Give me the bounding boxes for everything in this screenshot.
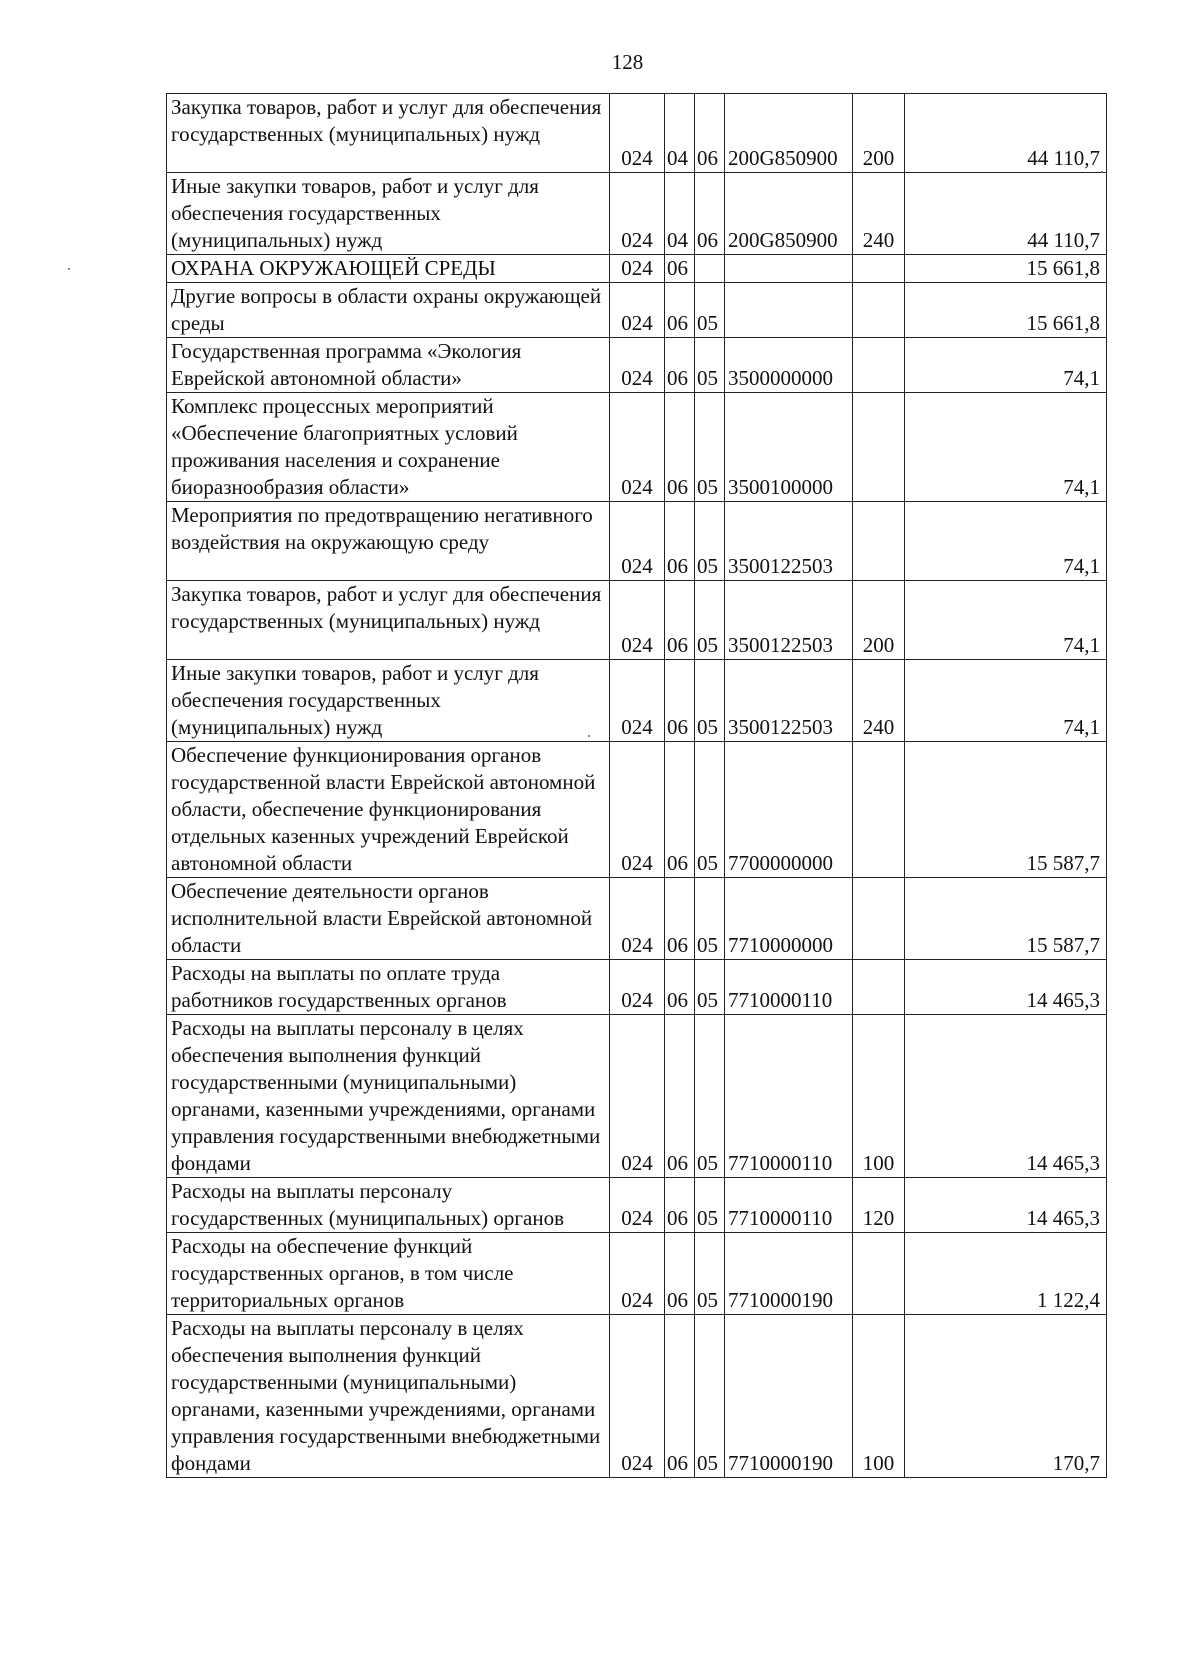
cell-target-article: 7710000110 <box>725 960 853 1015</box>
table-row <box>167 502 1107 581</box>
cell-amount: 15 661,8 <box>905 255 1107 283</box>
cell-amount: 1 122,4 <box>905 1233 1107 1315</box>
cell-subsection: 05 <box>695 581 725 660</box>
cell-section: 06 <box>665 1178 695 1233</box>
cell-subsection: 05 <box>695 660 725 742</box>
cell-expense-type: 100 <box>853 1015 905 1178</box>
scan-speck <box>1101 171 1103 173</box>
cell-name: Расходы на выплаты персоналу в целях обеспечения выполнения функций государственными (муниципальными) органами, казенными учреждениями, органами управления государственными внебюджетными фондами <box>167 1015 610 1178</box>
cell-section: 04 <box>665 173 695 255</box>
cell-grbs: 024 <box>610 1233 665 1315</box>
cell-section: 06 <box>665 1015 695 1178</box>
table-body <box>167 94 1107 1478</box>
cell-section: 06 <box>665 960 695 1015</box>
cell-target-article: 7710000110 <box>725 1015 853 1178</box>
cell-target-article: 7710000190 <box>725 1233 853 1315</box>
cell-subsection: 05 <box>695 1233 725 1315</box>
cell-expense-type <box>853 1233 905 1315</box>
cell-subsection: 05 <box>695 338 725 393</box>
cell-target-article: 3500122503 <box>725 660 853 742</box>
table-row <box>167 960 1107 1015</box>
cell-name: ОХРАНА ОКРУЖАЮЩЕЙ СРЕДЫ <box>167 255 610 283</box>
cell-subsection: 06 <box>695 94 725 173</box>
cell-target-article: 3500000000 <box>725 338 853 393</box>
cell-subsection: 05 <box>695 502 725 581</box>
table-row <box>167 94 1107 173</box>
cell-subsection <box>695 255 725 283</box>
cell-amount: 44 110,7 <box>905 173 1107 255</box>
table-row <box>167 878 1107 960</box>
cell-grbs: 024 <box>610 283 665 338</box>
cell-target-article: 200G850900 <box>725 94 853 173</box>
cell-name: Расходы на выплаты персоналу в целях обеспечения выполнения функций государственными (муниципальными) органами, казенными учреждениями, органами управления государственными внебюджетными фондами <box>167 1315 610 1478</box>
cell-name: Расходы на выплаты по оплате труда работников государственных органов <box>167 960 610 1015</box>
cell-grbs: 024 <box>610 255 665 283</box>
cell-grbs: 024 <box>610 1315 665 1478</box>
cell-amount: 74,1 <box>905 502 1107 581</box>
cell-target-article: 3500122503 <box>725 502 853 581</box>
cell-expense-type <box>853 878 905 960</box>
cell-name: Иные закупки товаров, работ и услуг для обеспечения государственных (муниципальных) нужд <box>167 660 610 742</box>
cell-target-article: 3500122503 <box>725 581 853 660</box>
cell-section: 06 <box>665 1233 695 1315</box>
table-row <box>167 1178 1107 1233</box>
table-row <box>167 393 1107 502</box>
cell-subsection: 05 <box>695 393 725 502</box>
table-row <box>167 173 1107 255</box>
cell-expense-type <box>853 283 905 338</box>
cell-target-article: 7700000000 <box>725 742 853 878</box>
cell-subsection: 05 <box>695 283 725 338</box>
cell-expense-type <box>853 338 905 393</box>
table-row <box>167 742 1107 878</box>
cell-subsection: 05 <box>695 1015 725 1178</box>
cell-expense-type <box>853 393 905 502</box>
cell-section: 06 <box>665 1315 695 1478</box>
cell-grbs: 024 <box>610 742 665 878</box>
cell-subsection: 05 <box>695 742 725 878</box>
cell-amount: 74,1 <box>905 660 1107 742</box>
cell-grbs: 024 <box>610 173 665 255</box>
cell-section: 06 <box>665 255 695 283</box>
table-row <box>167 255 1107 283</box>
cell-amount: 74,1 <box>905 393 1107 502</box>
cell-subsection: 05 <box>695 1178 725 1233</box>
cell-name: Расходы на выплаты персоналу государственных (муниципальных) органов <box>167 1178 610 1233</box>
cell-subsection: 05 <box>695 960 725 1015</box>
table-row <box>167 338 1107 393</box>
cell-target-article <box>725 283 853 338</box>
cell-target-article: 200G850900 <box>725 173 853 255</box>
cell-subsection: 05 <box>695 1315 725 1478</box>
cell-amount: 14 465,3 <box>905 960 1107 1015</box>
cell-expense-type <box>853 742 905 878</box>
cell-expense-type <box>853 960 905 1015</box>
cell-expense-type: 200 <box>853 94 905 173</box>
cell-expense-type <box>853 502 905 581</box>
cell-name: Обеспечение деятельности органов исполнительной власти Еврейской автономной области <box>167 878 610 960</box>
cell-subsection: 06 <box>695 173 725 255</box>
cell-grbs: 024 <box>610 878 665 960</box>
table-row <box>167 1233 1107 1315</box>
cell-section: 06 <box>665 878 695 960</box>
cell-section: 06 <box>665 393 695 502</box>
cell-target-article <box>725 255 853 283</box>
cell-grbs: 024 <box>610 960 665 1015</box>
cell-expense-type: 200 <box>853 581 905 660</box>
table-row <box>167 1315 1107 1478</box>
cell-grbs: 024 <box>610 338 665 393</box>
cell-amount: 14 465,3 <box>905 1015 1107 1178</box>
cell-section: 06 <box>665 660 695 742</box>
cell-section: 04 <box>665 94 695 173</box>
cell-name: Закупка товаров, работ и услуг для обеспечения государственных (муниципальных) нужд <box>167 581 610 660</box>
cell-grbs: 024 <box>610 1178 665 1233</box>
cell-grbs: 024 <box>610 1015 665 1178</box>
cell-name: Государственная программа «Экология Еврейской автономной области» <box>167 338 610 393</box>
cell-target-article: 3500100000 <box>725 393 853 502</box>
cell-section: 06 <box>665 742 695 878</box>
cell-target-article: 7710000000 <box>725 878 853 960</box>
cell-expense-type: 240 <box>853 660 905 742</box>
cell-name: Комплекс процессных мероприятий «Обеспечение благоприятных условий проживания населения и сохранение биоразнообразия области» <box>167 393 610 502</box>
cell-name: Расходы на обеспечение функций государственных органов, в том числе территориальных органов <box>167 1233 610 1315</box>
cell-amount: 170,7 <box>905 1315 1107 1478</box>
cell-grbs: 024 <box>610 393 665 502</box>
cell-amount: 15 587,7 <box>905 878 1107 960</box>
cell-subsection: 05 <box>695 878 725 960</box>
cell-section: 06 <box>665 502 695 581</box>
cell-grbs: 024 <box>610 581 665 660</box>
cell-target-article: 7710000110 <box>725 1178 853 1233</box>
scan-speck <box>68 268 70 270</box>
cell-grbs: 024 <box>610 502 665 581</box>
cell-amount: 44 110,7 <box>905 94 1107 173</box>
table-row <box>167 283 1107 338</box>
cell-amount: 14 465,3 <box>905 1178 1107 1233</box>
cell-expense-type: 100 <box>853 1315 905 1478</box>
cell-name: Другие вопросы в области охраны окружающей среды <box>167 283 610 338</box>
scan-speck <box>588 735 590 737</box>
cell-name: Иные закупки товаров, работ и услуг для обеспечения государственных (муниципальных) нужд <box>167 173 610 255</box>
budget-table <box>166 93 1107 1478</box>
cell-name: Мероприятия по предотвращению негативного воздействия на окружающую среду <box>167 502 610 581</box>
cell-amount: 15 661,8 <box>905 283 1107 338</box>
cell-grbs: 024 <box>610 660 665 742</box>
cell-expense-type: 240 <box>853 173 905 255</box>
cell-section: 06 <box>665 283 695 338</box>
cell-expense-type <box>853 255 905 283</box>
cell-expense-type: 120 <box>853 1178 905 1233</box>
table-row <box>167 660 1107 742</box>
cell-grbs: 024 <box>610 94 665 173</box>
cell-name: Закупка товаров, работ и услуг для обеспечения государственных (муниципальных) нужд <box>167 94 610 173</box>
cell-amount: 74,1 <box>905 581 1107 660</box>
cell-section: 06 <box>665 338 695 393</box>
cell-section: 06 <box>665 581 695 660</box>
cell-amount: 74,1 <box>905 338 1107 393</box>
table-row <box>167 581 1107 660</box>
table-row <box>167 1015 1107 1178</box>
page-number: 128 <box>611 50 644 74</box>
cell-name: Обеспечение функционирования органов государственной власти Еврейской автономной области, обеспечение функционирования отдельных казенных учреждений Еврейской автономной области <box>167 742 610 878</box>
cell-amount: 15 587,7 <box>905 742 1107 878</box>
cell-target-article: 7710000190 <box>725 1315 853 1478</box>
